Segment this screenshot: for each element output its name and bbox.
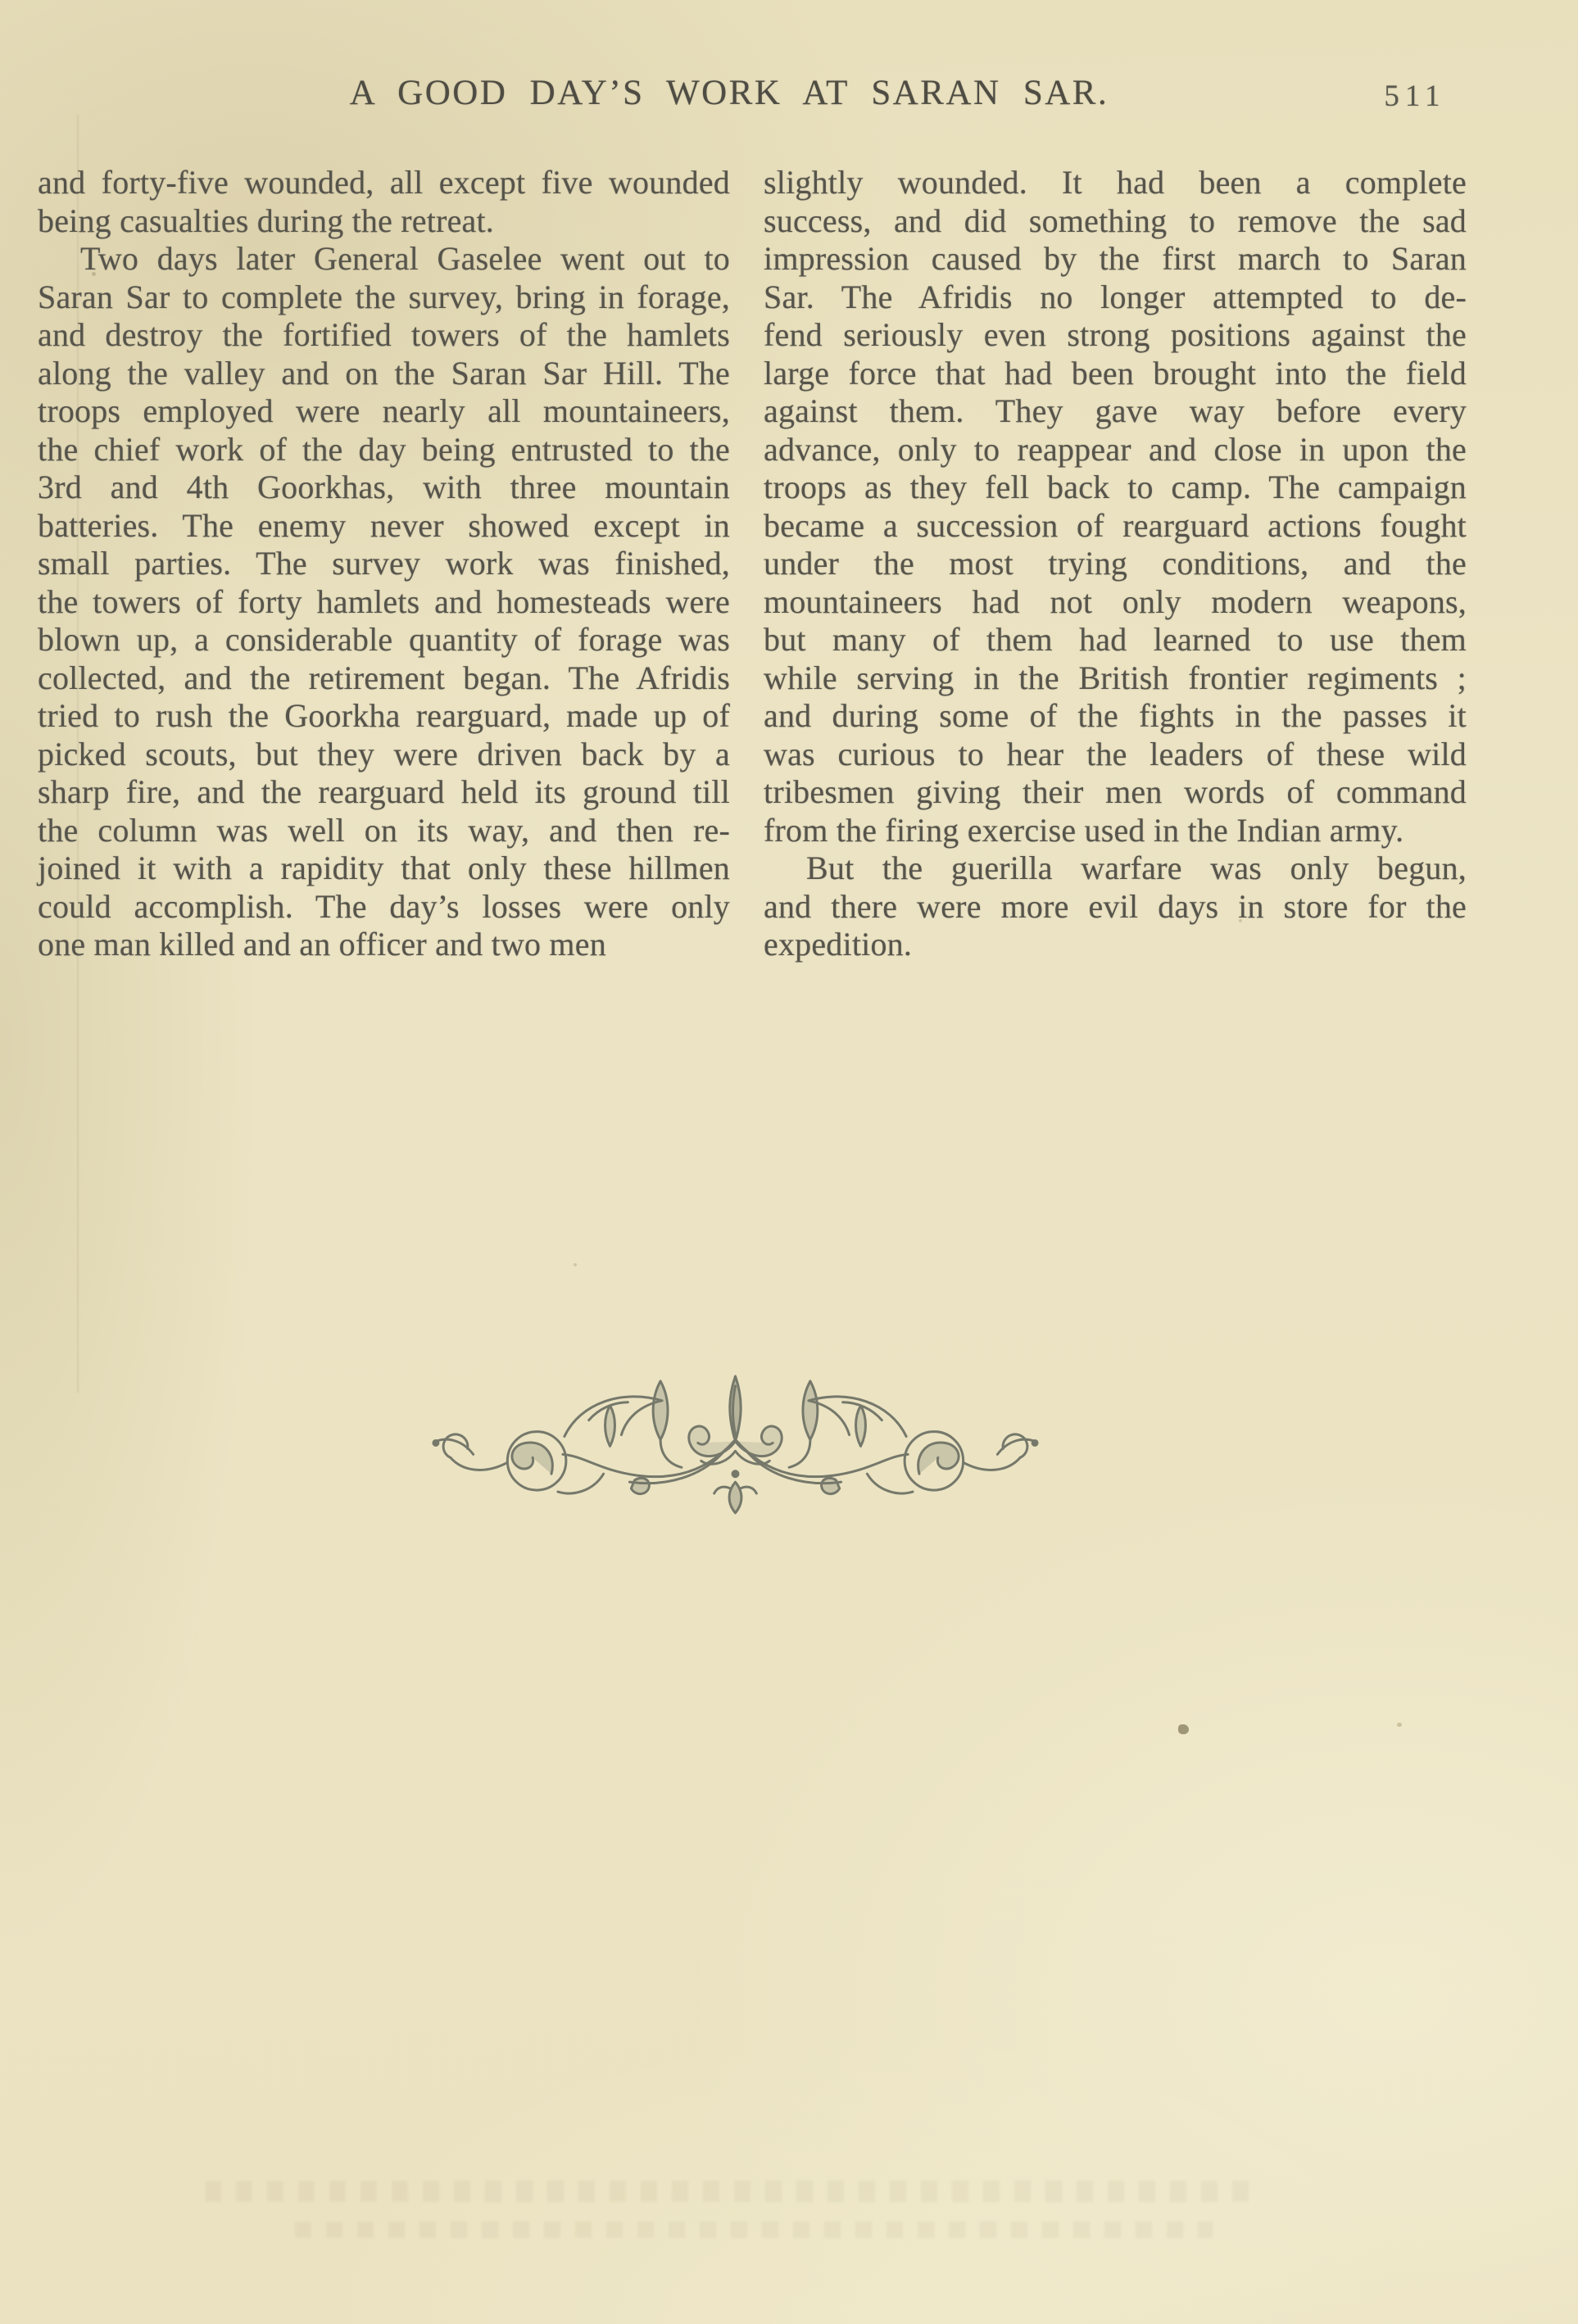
text-line: But the guerilla warfare was only begun, [806, 849, 1467, 886]
text-line: slightly wounded. It had been a complete [764, 164, 1467, 201]
text-line: picked scouts, but they were driven back by a [38, 735, 730, 772]
text-line: batteries. The enemy never showed except in [38, 506, 730, 544]
text-line: Sar. The Afridis no longer attempted to de- [764, 278, 1467, 315]
ink-showthrough [205, 2181, 1254, 2202]
text-line: Saran Sar to complete the survey, bring in forage, [38, 278, 730, 315]
paper-speck [1397, 1723, 1402, 1727]
scan-crease-line [77, 115, 79, 1393]
text-column-left [38, 164, 730, 964]
paper-speck [574, 1263, 577, 1266]
text-line: along the valley and on the Saran Sar Hill. The [38, 354, 730, 392]
text-line: 3rd and 4th Goorkhas, with three mountain [38, 469, 730, 505]
floral-tailpiece-ornament [426, 1356, 1045, 1524]
text-line: blown up, a considerable quantity of forage was [38, 621, 730, 658]
text-line: troops as they fell back to camp. The campaign [764, 469, 1467, 505]
text-line: and during some of the fights in the passes it [764, 697, 1467, 734]
text-line: large force that had been brought into the field [764, 354, 1467, 392]
text-line: Two days later General Gaselee went out to [80, 240, 730, 277]
text-line: impression caused by the first march to Saran [764, 240, 1467, 277]
text-line: sharp fire, and the rearguard held its ground till [38, 773, 730, 810]
text-line: collected, and the retirement began. The Afridis [38, 659, 730, 696]
text-line: became a succession of rearguard actions fought [764, 506, 1467, 544]
running-header-title: A GOOD DAY’S WORK AT SARAN SAR. [349, 74, 1109, 112]
text-line: could accomplish. The day’s losses were only [38, 887, 730, 925]
text-line: joined it with a rapidity that only these hillmen [38, 849, 730, 886]
text-line: success, and did something to remove the sad [764, 202, 1467, 239]
text-line: the column was well on its way, and then re- [38, 811, 730, 849]
paper-speck [1239, 919, 1242, 922]
text-line: against them. They gave way before every [764, 392, 1467, 429]
text-line: expedition. [764, 926, 913, 963]
text-line: the towers of forty hamlets and homesteads were [38, 582, 730, 620]
text-line: advance, only to reappear and close in upon the [764, 430, 1467, 468]
text-line: mountaineers had not only modern weapons, [764, 582, 1467, 620]
page-number: 511 [1384, 79, 1446, 113]
text-line: from the firing exercise used in the Indian army. [764, 811, 1404, 849]
text-line: the chief work of the day being entrusted to the [38, 430, 730, 468]
text-line: and forty-five wounded, all except five wounded [38, 164, 730, 201]
text-line: and destroy the fortified towers of the hamlets [38, 316, 730, 353]
text-line: and there were more evil days in store for the [764, 887, 1467, 925]
text-line: being casualties during the retreat. [38, 202, 494, 239]
paper-speck [92, 272, 96, 276]
text-line: small parties. The survey work was finished, [38, 545, 730, 582]
text-line: fend seriously even strong positions against the [764, 316, 1467, 353]
text-line: was curious to hear the leaders of these wild [764, 735, 1467, 772]
text-line: while serving in the British frontier regiments ; [764, 659, 1467, 696]
text-column-right [764, 164, 1467, 964]
text-line: one man killed and an officer and two men [38, 926, 606, 963]
text-line: troops employed were nearly all mountaineers, [38, 392, 730, 429]
text-line: under the most trying conditions, and the [764, 545, 1467, 582]
text-line: tried to rush the Goorkha rearguard, made up of [38, 697, 730, 734]
paper-speck [1178, 1724, 1189, 1734]
text-line: but many of them had learned to use them [764, 621, 1467, 658]
text-line: tribesmen giving their men words of command [764, 773, 1467, 810]
ink-showthrough [295, 2222, 1213, 2238]
